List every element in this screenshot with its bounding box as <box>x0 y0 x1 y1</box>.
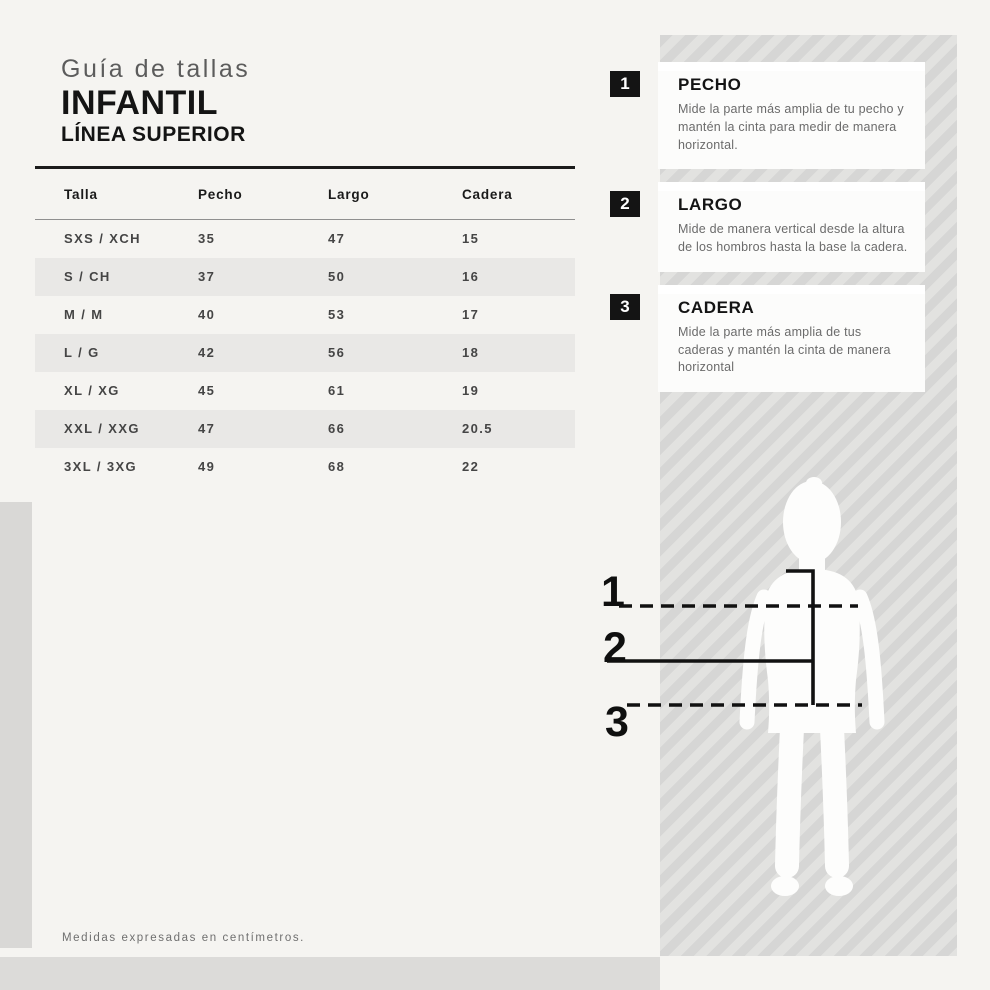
page-subtitle: LÍNEA SUPERIOR <box>61 123 246 146</box>
cell-largo: 61 <box>328 383 346 398</box>
diagram-marker-3: 3 <box>605 698 629 746</box>
cell-cadera: 19 <box>462 383 480 398</box>
cell-pecho: 45 <box>198 383 216 398</box>
step-number-badge: 3 <box>610 294 640 320</box>
cell-cadera: 16 <box>462 269 480 284</box>
measurement-title: LARGO <box>678 195 743 215</box>
cell-largo: 47 <box>328 231 346 246</box>
cell-cadera: 18 <box>462 345 480 360</box>
size-table-body <box>35 220 575 486</box>
table-row <box>35 258 575 296</box>
measurement-lines <box>595 550 965 760</box>
cell-largo: 53 <box>328 307 346 322</box>
header-pecho: Pecho <box>198 187 243 202</box>
measurement-description: Mide la parte más amplia de tus caderas y mantén la cinta de manera horizontal <box>678 324 891 375</box>
header-talla: Talla <box>64 187 98 202</box>
cell-largo: 68 <box>328 459 346 474</box>
measurement-title: CADERA <box>678 297 755 317</box>
measurement-description: Mide de manera vertical desde la altura de los hombros hasta la base la cadera. <box>678 222 908 254</box>
cell-talla: XL / XG <box>64 383 120 398</box>
measurement-description: Mide la parte más amplia de tu pecho y mantén la cinta para medir de manera horizontal. <box>678 102 904 152</box>
table-row <box>35 296 575 334</box>
cell-pecho: 47 <box>198 421 216 436</box>
diagram-marker-1: 1 <box>601 568 625 616</box>
largo-bracket-line <box>786 571 813 705</box>
diagram-marker-2: 2 <box>603 624 627 672</box>
annotation-list <box>620 62 925 392</box>
table-row <box>35 220 575 258</box>
cell-pecho: 37 <box>198 269 216 284</box>
cell-talla: S / CH <box>64 269 111 284</box>
measurement-title: PECHO <box>678 75 742 94</box>
left-accent-strip <box>0 502 32 948</box>
cell-largo: 66 <box>328 421 346 436</box>
measurement-instruction-card <box>620 285 925 392</box>
header-cadera: Cadera <box>462 187 513 202</box>
cell-largo: 50 <box>328 269 346 284</box>
bottom-accent-bar <box>0 957 660 990</box>
cell-pecho: 40 <box>198 307 216 322</box>
measurement-instruction-card <box>620 182 925 272</box>
page-title: INFANTIL <box>61 84 218 122</box>
cell-talla: SXS / XCH <box>64 231 141 246</box>
guide-kicker: Guía de tallas <box>61 55 251 83</box>
header-largo: Largo <box>328 187 370 202</box>
table-row <box>35 334 575 372</box>
cell-talla: L / G <box>64 345 100 360</box>
cell-talla: 3XL / 3XG <box>64 459 138 474</box>
cell-cadera: 17 <box>462 307 480 322</box>
cell-cadera: 15 <box>462 231 480 246</box>
table-row <box>35 448 575 486</box>
size-table <box>35 166 575 486</box>
table-row <box>35 372 575 410</box>
units-footnote: Medidas expresadas en centímetros. <box>62 932 305 944</box>
title-block <box>61 56 250 146</box>
cell-pecho: 35 <box>198 231 216 246</box>
cell-talla: XXL / XXG <box>64 421 140 436</box>
cell-cadera: 20.5 <box>462 421 493 436</box>
cell-pecho: 49 <box>198 459 216 474</box>
step-number-badge: 1 <box>610 71 640 97</box>
cell-cadera: 22 <box>462 459 480 474</box>
step-number-badge: 2 <box>610 191 640 217</box>
cell-pecho: 42 <box>198 345 216 360</box>
size-table-header <box>35 169 575 220</box>
table-row <box>35 410 575 448</box>
measurement-instruction-card <box>620 62 925 169</box>
cell-talla: M / M <box>64 307 104 322</box>
cell-largo: 56 <box>328 345 346 360</box>
